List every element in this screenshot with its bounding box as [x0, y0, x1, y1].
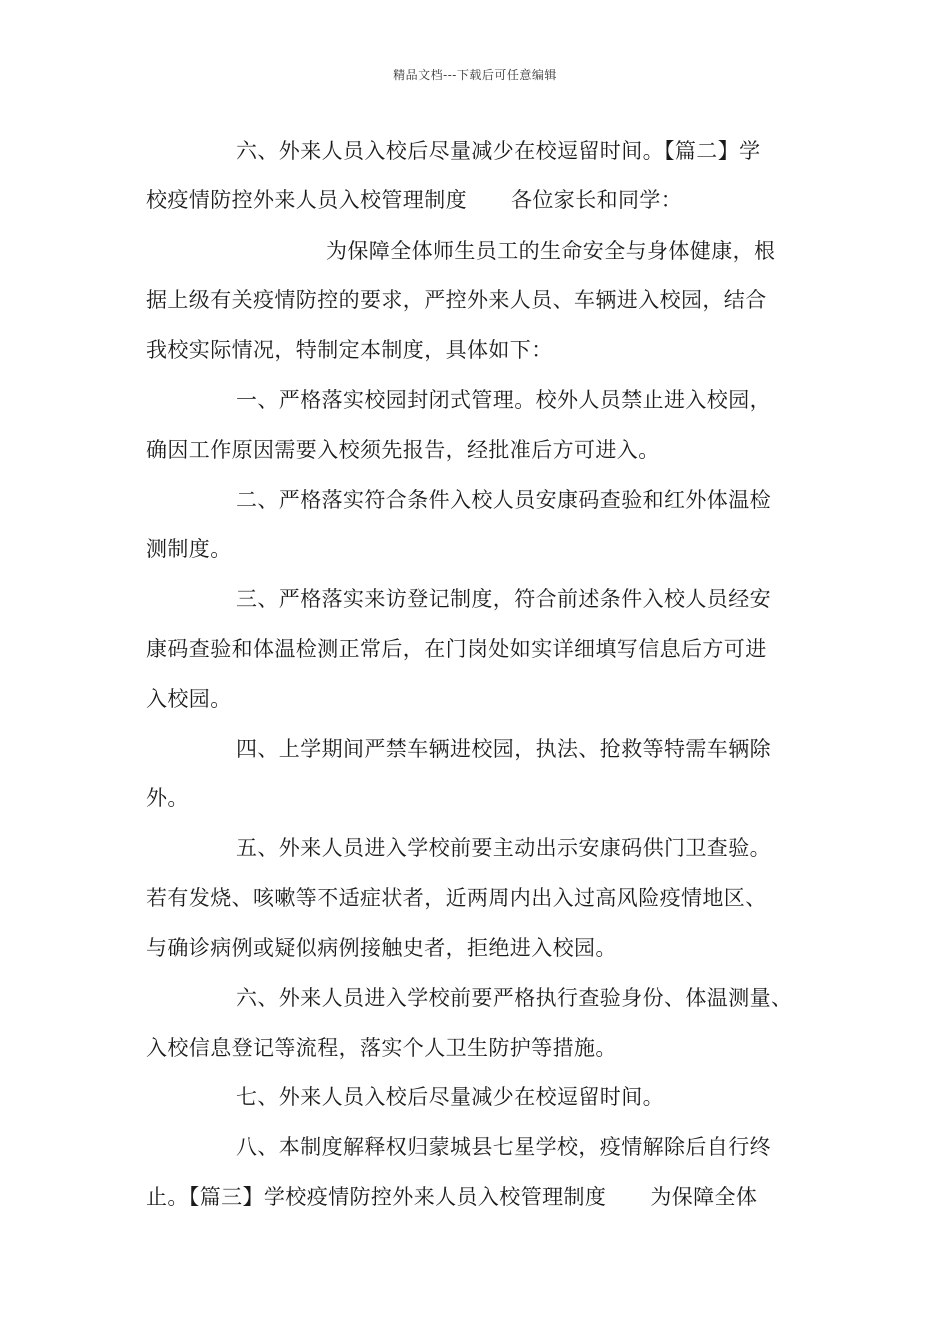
text-line: 五、外来人员进入学校前要主动出示安康码供门卫查验。 — [236, 836, 771, 860]
text-segment: 止。【篇三】学校疫情防控外来人员入校管理制度 — [146, 1185, 607, 1209]
text-line: 入校信息登记等流程，落实个人卫生防护等措施。 — [146, 1036, 617, 1060]
text-line: 入校园。 — [146, 687, 232, 711]
text-line: 我校实际情况，特制定本制度，具体如下： — [146, 338, 553, 362]
text-line: 二、严格落实符合条件入校人员安康码查验和红外体温检 — [236, 488, 771, 512]
text-line: 六、外来人员入校后尽量减少在校逗留时间。【篇二】学 — [236, 139, 761, 163]
text-line: 据上级有关疫情防控的要求，严控外来人员、车辆进入校园，结合 — [146, 288, 767, 312]
text-line: 六、外来人员进入学校前要严格执行查验身份、体温测量、 — [236, 986, 793, 1010]
text-line — [146, 1183, 757, 1211]
text-line: 为保障全体师生员工的生命安全与身体健康，根 — [326, 239, 776, 263]
text-line: 四、上学期间严禁车辆进校园，执法、抢救等特需车辆除 — [236, 737, 771, 761]
text-segment: 各位家长和同学： — [511, 188, 683, 212]
text-line: 确因工作原因需要入校须先报告，经批准后方可进入。 — [146, 438, 660, 462]
text-line: 康码查验和体温检测正常后，在门岗处如实详细填写信息后方可进 — [146, 637, 767, 661]
text-line: 若有发烧、咳嗽等不适症状者，近两周内出入过高风险疫情地区、 — [146, 886, 767, 910]
text-line — [146, 186, 682, 214]
text-line: 三、严格落实来访登记制度，符合前述条件入校人员经安 — [236, 587, 771, 611]
text-line: 测制度。 — [146, 537, 232, 561]
text-segment: 校疫情防控外来人员入校管理制度 — [146, 188, 467, 212]
text-line: 一、严格落实校园封闭式管理。校外人员禁止进入校园， — [236, 388, 771, 412]
text-line: 八、本制度解释权归蒙城县七星学校，疫情解除后自行终 — [236, 1135, 771, 1159]
text-line: 外。 — [146, 786, 189, 810]
text-line: 七、外来人员入校后尽量减少在校逗留时间。 — [236, 1085, 664, 1109]
text-line: 与确诊病例或疑似病例接触史者，拒绝进入校园。 — [146, 936, 617, 960]
text-segment: 为保障全体 — [650, 1185, 758, 1209]
page-header: 精品文档---下载后可任意编辑 — [393, 68, 557, 82]
